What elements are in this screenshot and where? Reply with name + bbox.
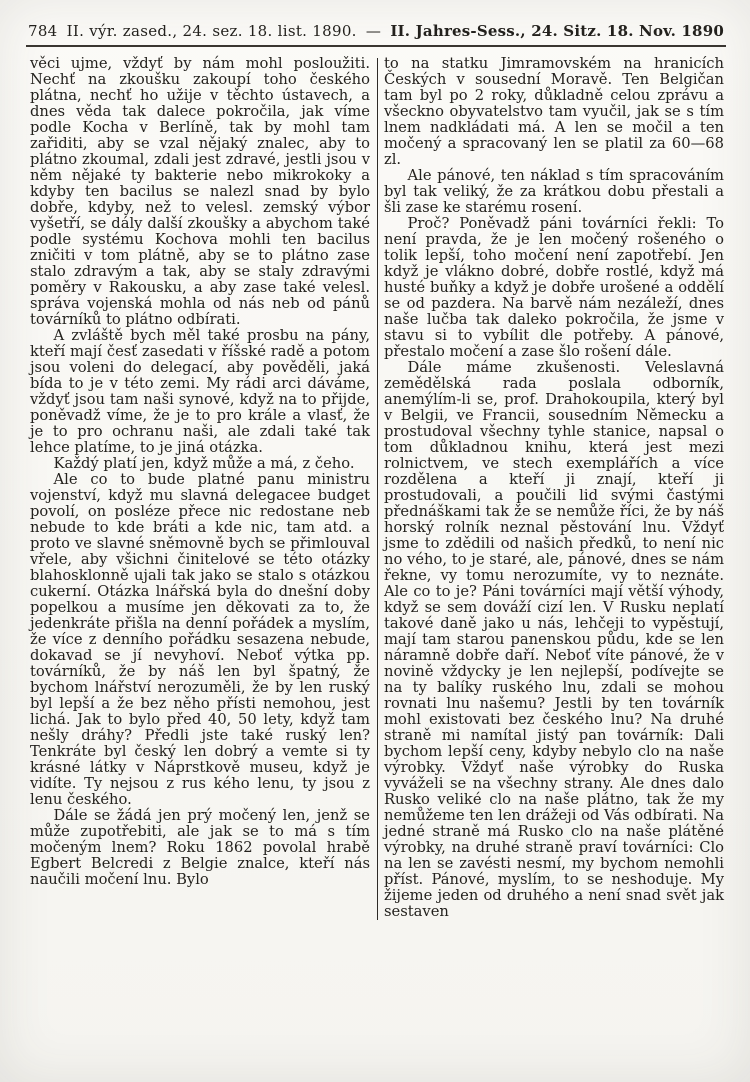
header-separator: — [365, 22, 382, 40]
paragraph: Dále se žádá jen prý močený len, jenž se může zupotřebiti, ale jak se to má s tím močeným lnem? Roku 1862 povolal hrabě Egbert Belcredi z Belgie znalce, kteří nás naučili močení lnu. Bylo [30, 807, 370, 888]
paragraph: Ale co to bude platné panu ministru vojenství, když mu slavná delegacee budget povolí, on posléze přece nic redostane neb nebude to kde bráti a kde nic, tam atd. a proto ve slavné sněmovně bych se přimlouval vřele, aby všichni činitelové se této otázky blahosklonně ujali tak jako se stalo s otázkou cukerní. Otázka lnářská byla do dnešní doby popelkou a musíme jen děkovati za to, že jedenkráte přišla na denní pořádek a myslím, že více z denního pořádku sesazena nebude, dokavad se jí nevyhoví. Neboť výtka pp. továrníků, že by náš len byl špatný, že bychom lnářství nerozuměli, že by len ruský byl lepší a že bez něho přísti nemohou, jest lichá. Jak to bylo před 40, 50 lety, když tam nešly dráhy? Předli jste také ruský len? Tenkráte byl český len dobrý a vemte si ty krásné látky v Náprstkově museu, když je vidíte. Ty nejsou z rus kého lenu, ty jsou z lenu českého. [30, 471, 370, 808]
right-column [384, 56, 724, 920]
paragraph: věci ujme, vždyť by nám mohl posloužiti. Nechť na zkoušku zakoupí toho českého plátna, nechť ho užije v těchto ústavech, a dnes věda tak dalece pokročila, jak víme podle Kocha v Berlíně, tak by mohl tam zařiditi, aby se vzal nějaký znalec, aby to plátno zkoumal, zdali jest zdravé, jestli jsou v něm nějaké ty bakterie nebo mikrokoky a kdyby ten bacilus se nalezl snad by bylo dobře, kdyby, než to velesl. zemský výbor vyšetří, se dály další zkoušky a abychom také podle systému Kochova mohli ten bacilus zničiti v tom plátně, aby se to plátno zase stalo zdravým a tak, aby se staly zdravými poměry v Rakousku, a aby zase také velesl. správa vojenská mohla od nás neb od pánů továrníků to plátno odbírati. [30, 55, 370, 328]
left-column [30, 56, 370, 920]
paragraph: A zvláště bych měl také prosbu na pány, kteří mají česť zasedati v říšské radě a potom jsou voleni do delegací, aby pověděli, jaká bída to je v této zemi. My rádi arci dáváme, vždyť jsou tam naši synové, když na to přijde, poněvadž víme, že je to pro krále a vlasť, že je to pro ochranu naši, ale zdali také tak lehce platíme, to je jiná otázka. [30, 327, 370, 456]
paragraph: Dále máme zkušenosti. Veleslavná zemědělská rada poslala odborník, anemýlím-li se, prof. Drahokoupila, který byl v Belgii, ve Francii, sousedním Německu a prostudoval všechny tyhle stanice, napsal o tom důkladnou knihu, která jest mezi rolnictvem, ve stech exemplářích a více rozdělena a kteří ji znají, kteří ji prostudovali, a poučili lid svými častými přednáškami tak že se nemůže říci, že by náš horský rolník neznal pěstování lnu. Vždyť jsme to zdědili od našich předků, to není nic no vého, to je staré, ale, pánové, dnes se nám řekne, vy tomu nerozumíte, vy to neznáte. Ale co to je? Páni továrníci mají větší výhody, když se sem dováží cizí len. V Rusku neplatí takové daně jako u nás, lehčeji to vypěstují, mají tam starou panenskou půdu, kde se len náramně dobře daří. Neboť víte pánové, že v novině vždycky je len nejlepší, podívejte se na ty balíky ruského lnu, zdali se mohou rovnati lnu našemu? Jestli by ten továrník mohl existovati bez českého lnu? Na druhé straně mi namítal jistý pan továrník: Dali bychom lepší ceny, kdyby nebylo clo na naše výrobky. Vždyť naše výrobky do Ruska vyváželi se na všechny strany. Ale dnes dalo Rusko veliké clo na naše plátno, tak že my nemůžeme ten len drážeji od Vás odbírati. Na jedné straně má Rusko clo na naše plátěné výrobky, na druhé straně praví továrníci: Clo na len se zavésti nesmí, my bychom nemohli příst. Pánové, myslím, to se neshoduje. My žijeme jeden od druhého a není snad svět jak sestaven [384, 359, 724, 920]
paragraph: Proč? Poněvadž páni továrníci řekli: To není pravda, že je len močený rošeného o tolik lepší, toho močení není zapotřebí. Jen když je vlákno dobré, dobře rostlé, když má husté buňky a když je dobře urošené a oddělí se od pazdera. Na barvě nám nezáleží, dnes naše lučba tak daleko pokročila, že jsme v stavu si to vybílit dle potřeby. A pánové, přestalo močení a zase šlo rošení dále. [384, 215, 724, 360]
text-columns [30, 56, 728, 920]
header-czech-session: II. výr. zased., 24. sez. 18. list. 1890. [66, 22, 357, 40]
paragraph: Ale pánové, ten náklad s tím spracováním byl tak veliký, že za krátkou dobu přestali a šli zase ke starému rosení. [384, 167, 724, 216]
running-header [26, 0, 726, 47]
header-german-session: II. Jahres-Sess., 24. Sitz. 18. Nov. 1890 [390, 22, 724, 40]
column-divider-rule [377, 58, 378, 920]
paragraph: Každý platí jen, když může a má, z čeho. [53, 455, 355, 472]
paragraph: to na statku Jimramovském na hranicích Českých v sousední Moravě. Ten Belgičan tam byl po 2 roky, důkladně celou zprávu a všeckno obyvatelstvo tam vyučil, jak se s tím lnem nadkládati má. A len se močil a ten močený a spracovaný len se platil za 60—68 zl. [384, 55, 724, 168]
page-number: 784 [28, 22, 58, 40]
